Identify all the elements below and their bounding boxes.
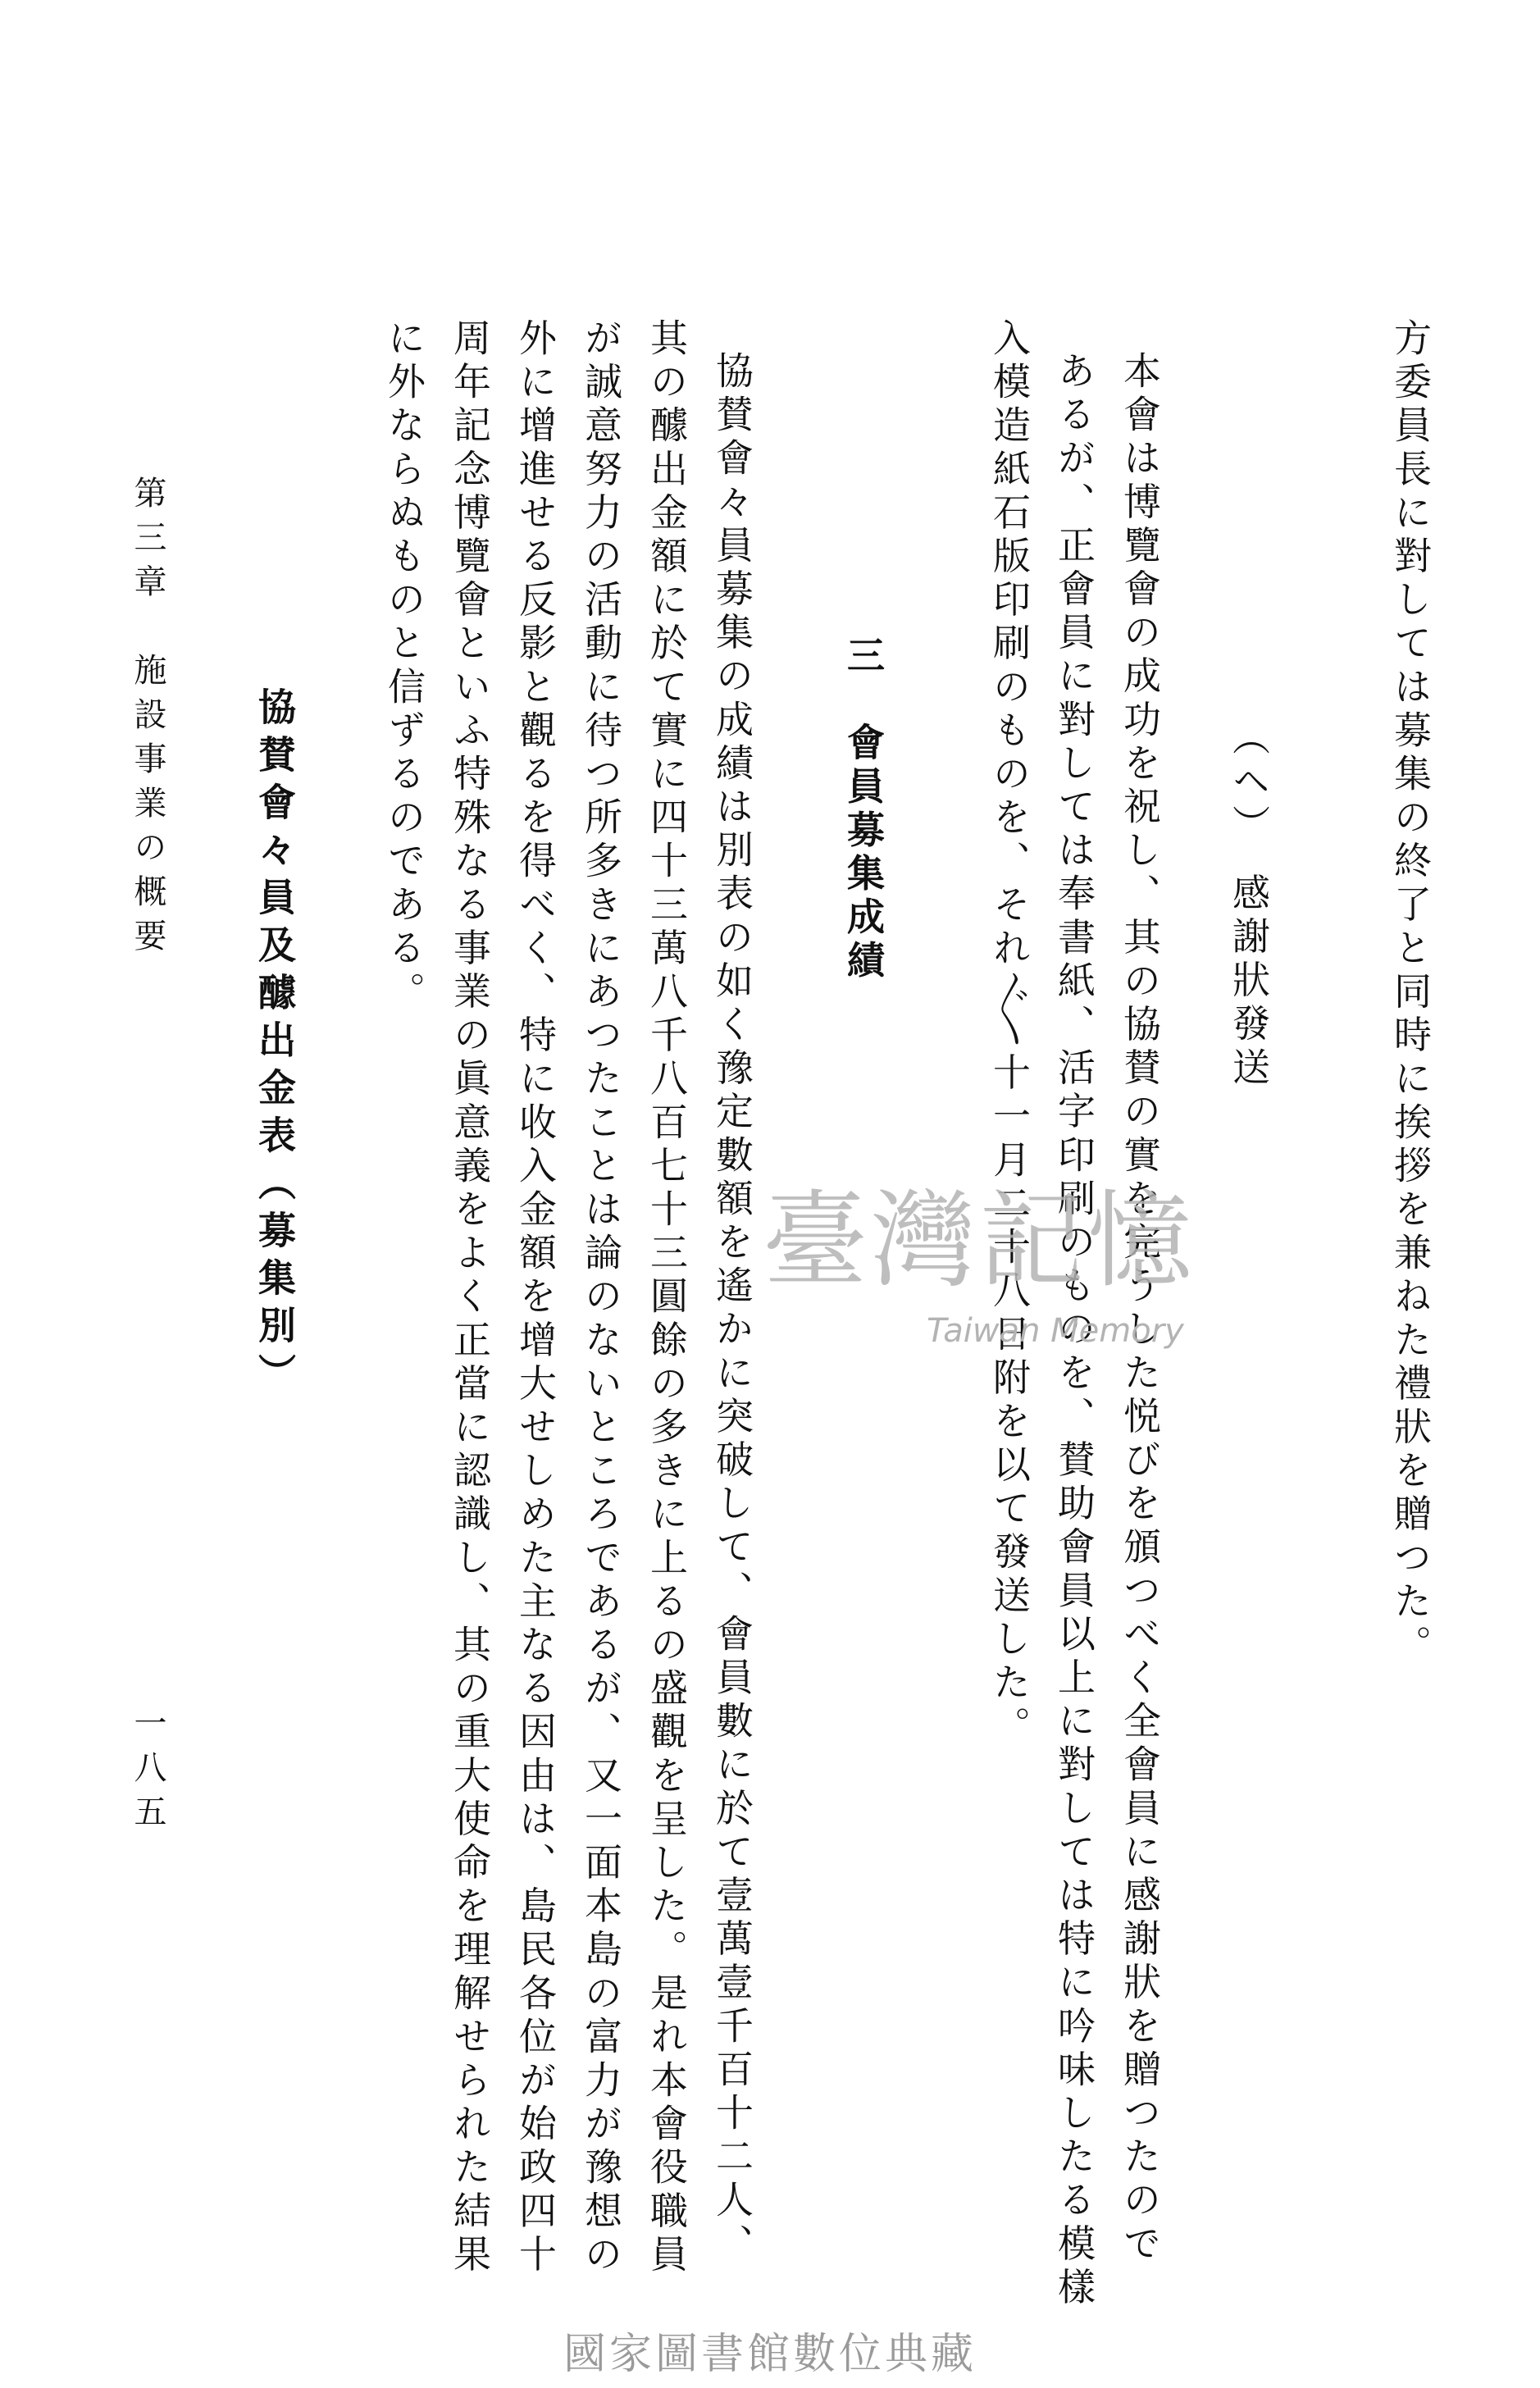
text-column-3: 本會は博覽會の成功を祝し、其の協賛の實を完うした悦びを頒つべく全會員に感謝狀を贈つたので (1118, 351, 1162, 2267)
watermark (763, 1180, 1271, 1369)
page-number: 一八五 (129, 1706, 166, 1839)
text-column-10: 外に增進せる反影と觀るを得べく、特に收入金額を增大せしめた主なる因由は、島民各位が始政四十 (513, 318, 558, 2278)
section-heading: 三 會員募集成績 (841, 636, 886, 984)
text-column-7: 協賛會々員募集の成績は別表の如く豫定數額を遙かに突破して、會員數に於て壹萬壹千百十二人、 (710, 351, 754, 2267)
text-column-8: 其の醵出金額に於て實に四十三萬八千八百七十三圓餘の多きに上るの盛觀を呈した。是れ本會役職員 (645, 318, 689, 2278)
text-column-4: あるが、正會員に對しては奉書紙、活字印刷のものを、賛助會員以上に對しては特に吟味したる模樣 (1052, 351, 1096, 2311)
watermark-taiwan-memory-en: Taiwan Memory (927, 1312, 1184, 1350)
text-column-5: 入模造紙石版印刷のものを、それ〴〵十一月二十八日附を以て發送した。 (987, 318, 1032, 1750)
table-caption: 協賛會々員及醵出金表（募集別） (253, 687, 297, 1401)
footer-library-credit: 國家圖書館數位典藏 (563, 2330, 977, 2379)
watermark-taiwan-memory-cjk: 臺灣記憶 (763, 1180, 1196, 1302)
text-column-1: 方委員長に對しては募集の終了と同時に挨拶を兼ねた禮狀を贈つた。 (1388, 318, 1433, 1669)
text-column-9: が誠意努力の活動に待つ所多きにあつたことは論のないところであるが、又一面本島の富力が豫想の (579, 318, 623, 2278)
chapter-running-head: 第三章 施設事業の概要 (129, 476, 166, 963)
text-column-12: に外ならぬものと信ずるのである。 (382, 318, 426, 1015)
text-column-11: 周年記念博覽會といふ特殊なる事業の眞意義をよく正當に認識し、其の重大使命を理解せられた結果 (448, 318, 492, 2278)
subheading-kanshajo: （ヘ） 感謝狀發送 (1227, 718, 1271, 1091)
